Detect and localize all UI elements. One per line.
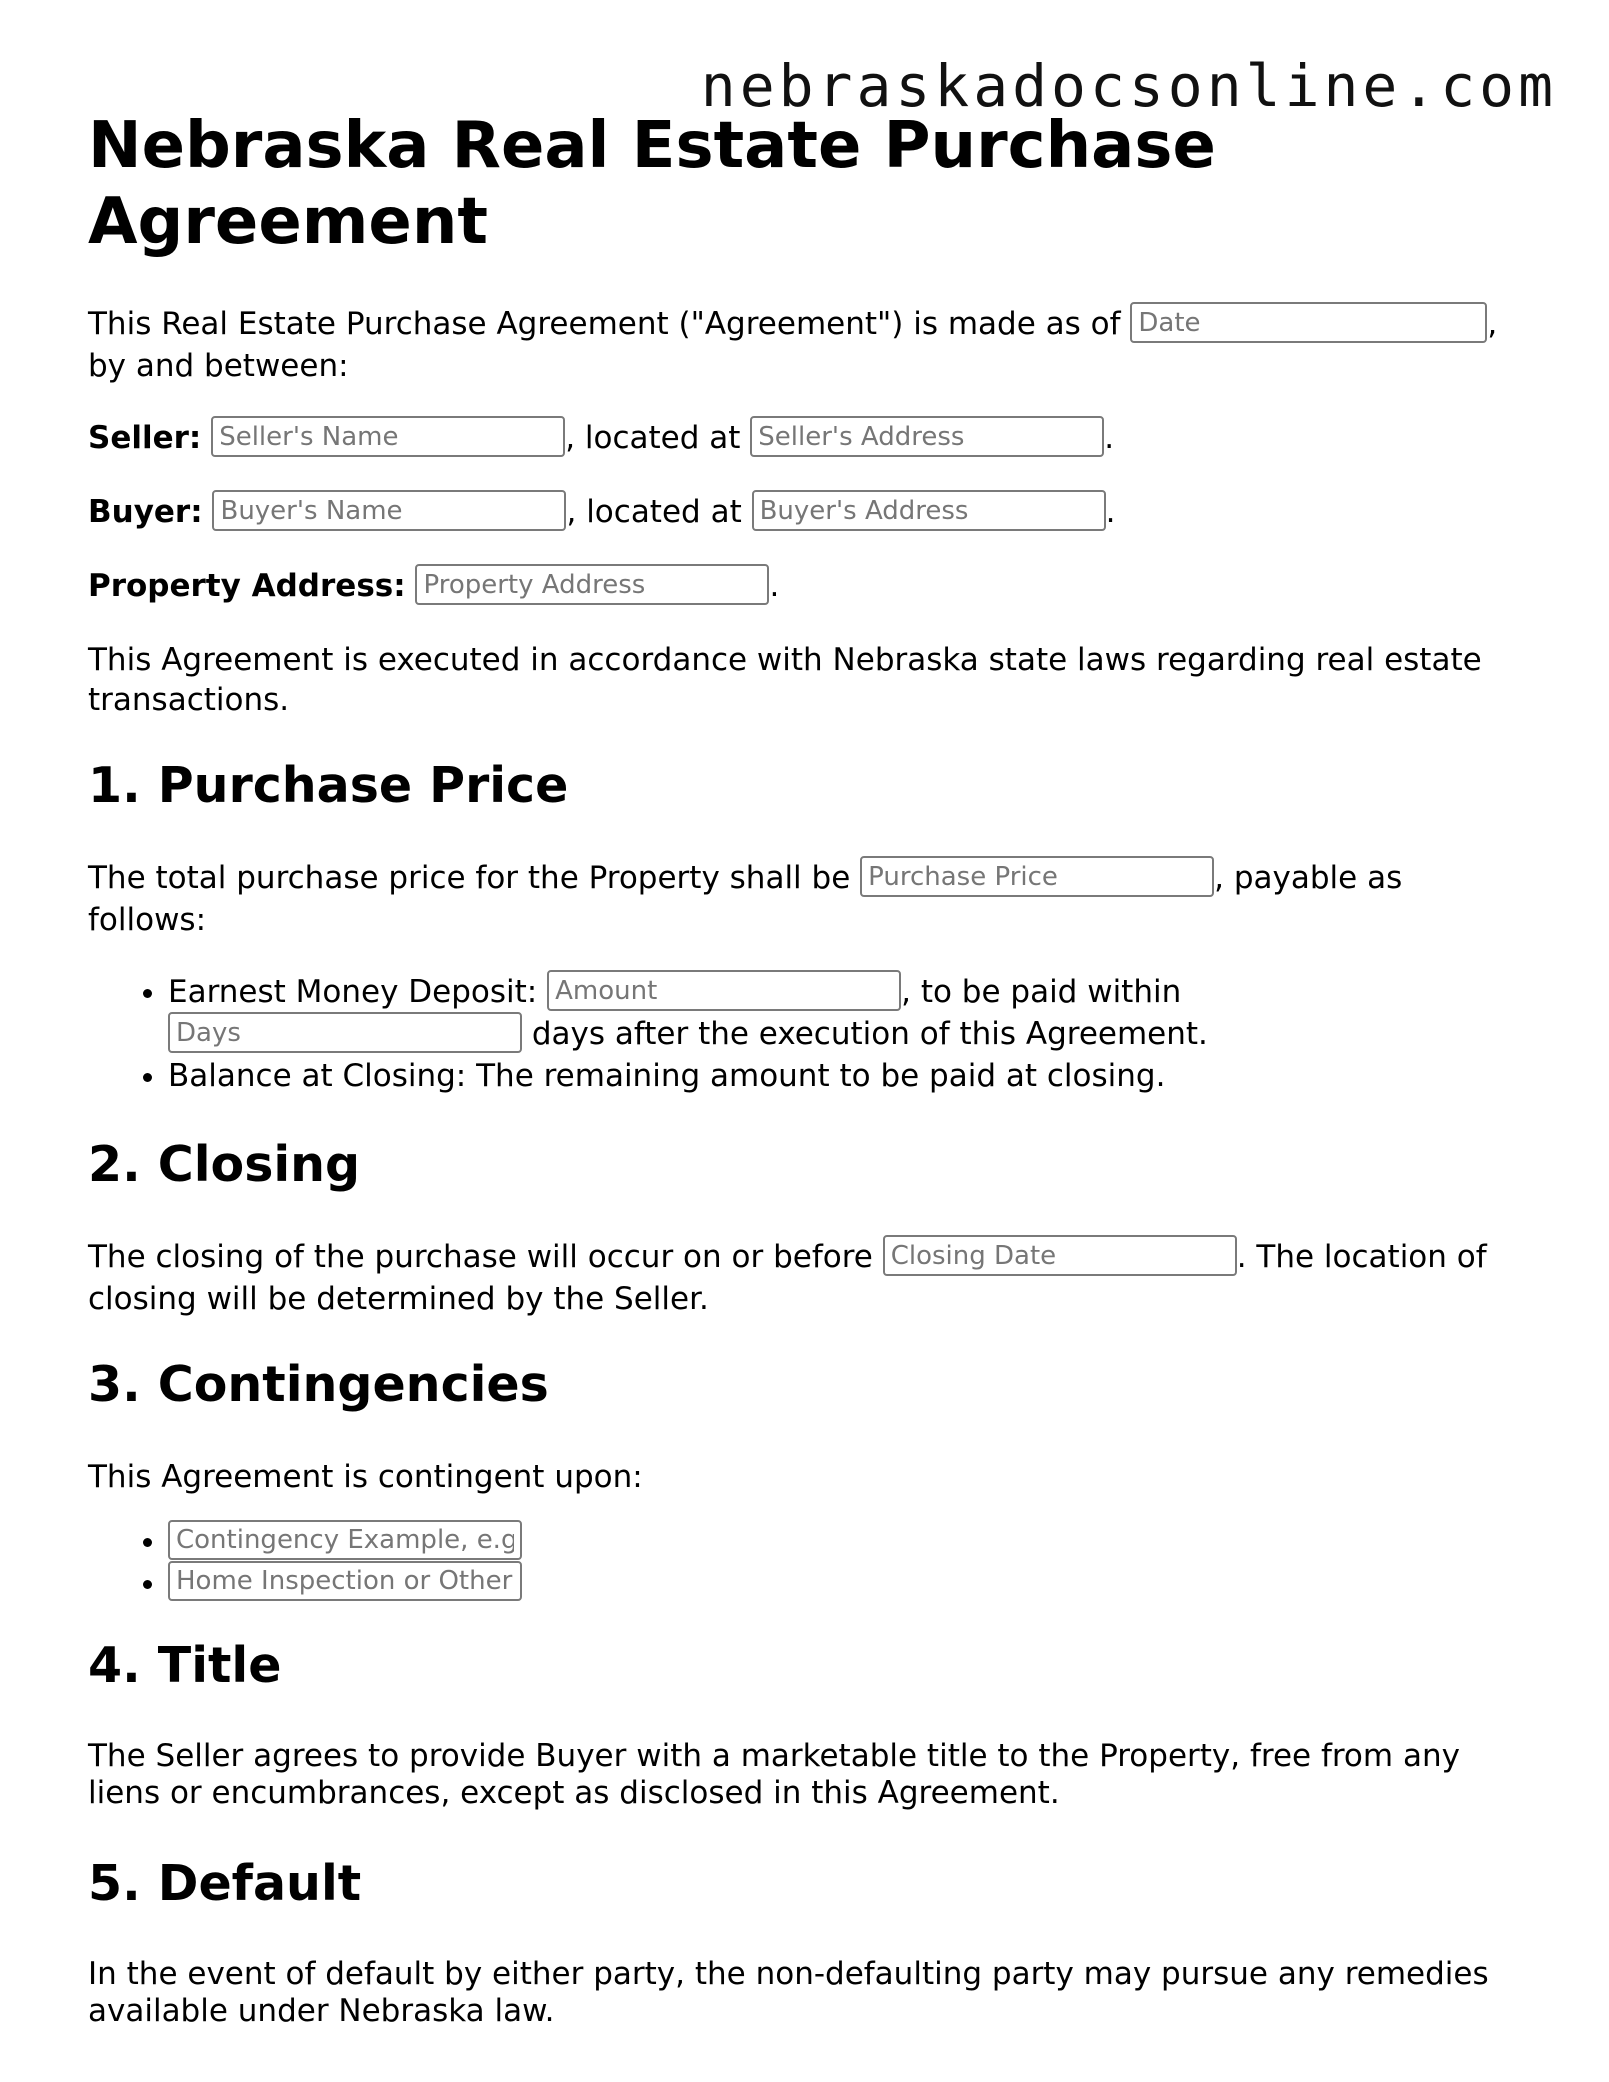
purchase-price-text-after: , payable as follows:: [88, 860, 1403, 938]
contingency-field-1[interactable]: [168, 1520, 522, 1560]
purchase-price-paragraph: [88, 858, 1518, 940]
property-label: Property Address:: [88, 568, 406, 604]
buyer-line: [88, 492, 1518, 534]
section-heading-closing: 2. Closing: [88, 1136, 361, 1193]
intro-text: This Real Estate Purchase Agreement ("Agreement") is made as of: [88, 306, 1121, 342]
agreement-date-field[interactable]: [1130, 302, 1487, 343]
seller-line-end: .: [1104, 420, 1115, 456]
seller-address-field[interactable]: [750, 416, 1104, 457]
list-item-contingency: [168, 1563, 1518, 1605]
intro-text-after: , by and between:: [88, 306, 1498, 384]
list-item-earnest-money: [168, 972, 1518, 1056]
earnest-amount-field[interactable]: [547, 970, 901, 1011]
earnest-money-label: Earnest Money Deposit:: [168, 974, 538, 1010]
paid-within-text: , to be paid within: [901, 974, 1182, 1010]
section-heading-title: 4. Title: [88, 1637, 282, 1694]
closing-paragraph: [88, 1237, 1518, 1319]
section-heading-purchase-price: 1. Purchase Price: [88, 757, 569, 814]
seller-line: [88, 418, 1518, 460]
agreement-document: [88, 108, 1518, 2062]
document-title: Nebraska Real Estate Purchase Agreement: [88, 109, 1216, 259]
days-after-text: days after the execution of this Agreement.: [531, 1016, 1208, 1052]
closing-text-after: . The location of closing will be determined by the Seller.: [88, 1239, 1487, 1317]
buyer-name-field[interactable]: [212, 490, 566, 531]
list-item-contingency: [168, 1521, 1518, 1563]
purchase-price-text: The total purchase price for the Property shall be: [88, 860, 851, 896]
payment-terms-list: [88, 972, 1518, 1097]
title-paragraph: The Seller agrees to provide Buyer with a marketable title to the Property, free from any liens or encumbrances, except as disclosed in this Agreement.: [88, 1738, 1460, 1811]
buyer-line-end: .: [1105, 494, 1116, 530]
contingencies-paragraph: This Agreement is contingent upon:: [88, 1459, 643, 1495]
contingency-list: [88, 1521, 1518, 1604]
compliance-paragraph: This Agreement is executed in accordance with Nebraska state laws regarding real estate transactions.: [88, 642, 1482, 718]
contingency-field-2[interactable]: [168, 1561, 522, 1601]
section-heading-contingencies: 3. Contingencies: [88, 1356, 549, 1413]
seller-name-field[interactable]: [211, 416, 565, 457]
section-heading-default: 5. Default: [88, 1855, 362, 1912]
intro-paragraph: [88, 304, 1518, 386]
seller-located-text: , located at: [565, 420, 741, 456]
seller-label: Seller:: [88, 420, 202, 456]
property-line-end: .: [769, 568, 780, 604]
property-line: [88, 566, 1518, 608]
buyer-address-field[interactable]: [752, 490, 1106, 531]
buyer-located-text: , located at: [566, 494, 742, 530]
earnest-days-field[interactable]: [168, 1012, 522, 1053]
property-address-field[interactable]: [415, 564, 769, 605]
buyer-label: Buyer:: [88, 494, 203, 530]
list-item-balance: • Balance at Closing: The remaining amount to be paid at closing.: [168, 1056, 1518, 1097]
site-watermark: nebraskadocsonline.com: [700, 52, 1557, 120]
purchase-price-field[interactable]: [860, 856, 1214, 897]
default-paragraph: In the event of default by either party, the non-defaulting party may pursue any remedies available under Nebraska law.: [88, 1956, 1489, 2029]
closing-text: The closing of the purchase will occur on or before: [88, 1239, 873, 1275]
closing-date-field[interactable]: [883, 1235, 1237, 1276]
